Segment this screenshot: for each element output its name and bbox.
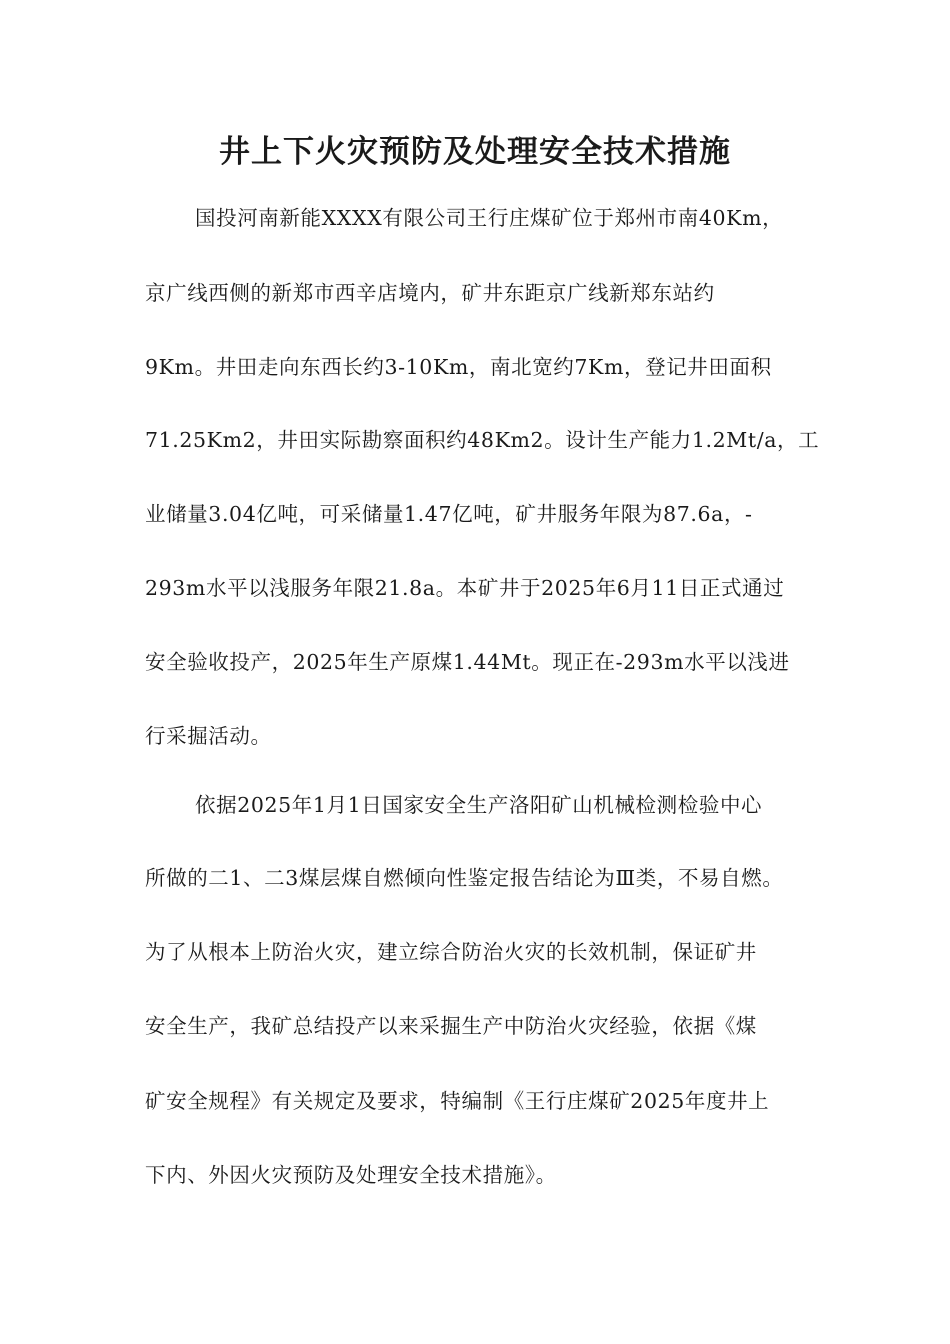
paragraph-line: 京广线西侧的新郑市西辛店境内，矿井东距京广线新郑东站约	[145, 281, 715, 305]
paragraph-line: 依据2025年1月1日国家安全生产洛阳矿山机械检测检验中心	[195, 793, 763, 817]
paragraph-line: 行采掘活动。	[145, 724, 272, 748]
paragraph-line: 71.25Km2，井田实际勘察面积约48Km2。设计生产能力1.2Mt/a，工	[145, 428, 820, 452]
paragraph-line: 安全生产，我矿总结投产以来采掘生产中防治火灾经验，依据《煤	[145, 1014, 757, 1038]
paragraph-line: 安全验收投产，2025年生产原煤1.44Mt。现正在-293m水平以浅进	[145, 650, 790, 674]
paragraph-line: 业储量3.04亿吨，可采储量1.47亿吨，矿井服务年限为87.6a，-	[145, 502, 753, 526]
paragraph-line: 下内、外因火灾预防及处理安全技术措施》。	[145, 1163, 557, 1187]
paragraph-line: 为了从根本上防治火灾，建立综合防治火灾的长效机制，保证矿井	[145, 940, 757, 964]
paragraph-line: 所做的二1、二3煤层煤自燃倾向性鉴定报告结论为Ⅲ类，不易自燃。	[145, 866, 784, 890]
document-title: 井上下火灾预防及处理安全技术措施	[219, 134, 731, 170]
paragraph-line: 9Km。井田走向东西长约3-10Km，南北宽约7Km，登记井田面积	[145, 355, 772, 379]
paragraph-line: 293m水平以浅服务年限21.8a。本矿井于2025年6月11日正式通过	[145, 576, 785, 600]
paragraph-line: 矿安全规程》有关规定及要求，特编制《王行庄煤矿2025年度井上	[145, 1089, 770, 1113]
paragraph-line: 国投河南新能XXXX有限公司王行庄煤矿位于郑州市南40Km，	[195, 206, 784, 230]
